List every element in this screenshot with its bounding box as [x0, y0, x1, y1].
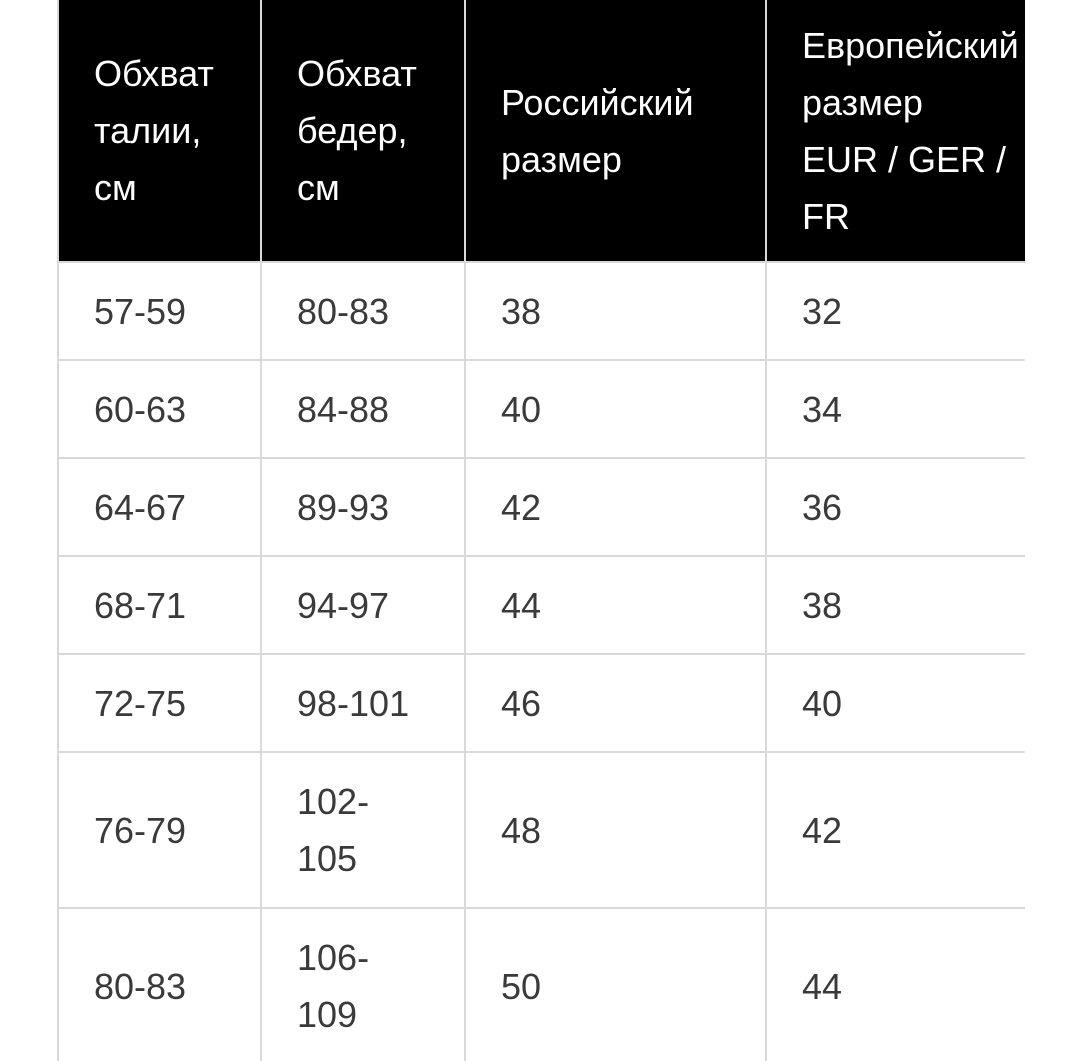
cell-waist: 60-63: [58, 360, 261, 458]
header-ru-size-label: Российский размер: [501, 81, 694, 180]
cell-waist: 57-59: [58, 262, 261, 360]
header-eu-line-2: размер: [802, 81, 923, 123]
cell-hips: 89-93: [261, 458, 465, 556]
table-row: [58, 458, 1025, 556]
cell-eu-size: 34: [766, 360, 1025, 458]
cell-ru-size: 50: [465, 908, 766, 1061]
table-row: [58, 752, 1025, 908]
cell-hips-line-1: 106-: [297, 937, 370, 978]
header-eu-line-3: EUR / GER /: [802, 138, 1007, 180]
table-row: [58, 654, 1025, 752]
header-waist-label: Обхват талии, см: [94, 53, 214, 208]
cell-waist: 72-75: [58, 654, 261, 752]
cell-waist: 68-71: [58, 556, 261, 654]
header-waist: [58, 0, 261, 262]
cell-hips: [261, 752, 465, 908]
cell-eu-size: 44: [766, 908, 1025, 1061]
table-row: [58, 908, 1025, 1061]
header-row: [58, 0, 1025, 262]
cell-hips-line-2: 105: [297, 838, 358, 879]
cell-hips: 94-97: [261, 556, 465, 654]
cell-eu-size: 36: [766, 458, 1025, 556]
header-eu-size: [766, 0, 1025, 262]
header-hips-label: Обхват бедер, см: [297, 53, 417, 208]
table-row: [58, 262, 1025, 360]
cell-waist: 80-83: [58, 908, 261, 1061]
cell-ru-size: 48: [465, 752, 766, 908]
cell-waist: 64-67: [58, 458, 261, 556]
cell-eu-size: 42: [766, 752, 1025, 908]
header-eu-line-1: Европейский: [802, 24, 1019, 66]
cell-eu-size: 32: [766, 262, 1025, 360]
cell-ru-size: 42: [465, 458, 766, 556]
cell-hips: 80-83: [261, 262, 465, 360]
cell-ru-size: 46: [465, 654, 766, 752]
table-row: [58, 360, 1025, 458]
cell-waist: 76-79: [58, 752, 261, 908]
cell-hips: 84-88: [261, 360, 465, 458]
cell-ru-size: 40: [465, 360, 766, 458]
cell-ru-size: 44: [465, 556, 766, 654]
cell-hips: [261, 908, 465, 1061]
cell-hips-line-2: 109: [297, 994, 358, 1035]
cell-eu-size: 38: [766, 556, 1025, 654]
size-chart-table: [57, 0, 1025, 1061]
header-hips: [261, 0, 465, 262]
size-chart-container[interactable]: [57, 0, 1025, 1061]
header-eu-line-4: FR: [802, 195, 850, 237]
header-ru-size: [465, 0, 766, 262]
cell-hips-line-1: 102-: [297, 781, 370, 822]
cell-hips: 98-101: [261, 654, 465, 752]
table-row: [58, 556, 1025, 654]
cell-ru-size: 38: [465, 262, 766, 360]
cell-eu-size: 40: [766, 654, 1025, 752]
